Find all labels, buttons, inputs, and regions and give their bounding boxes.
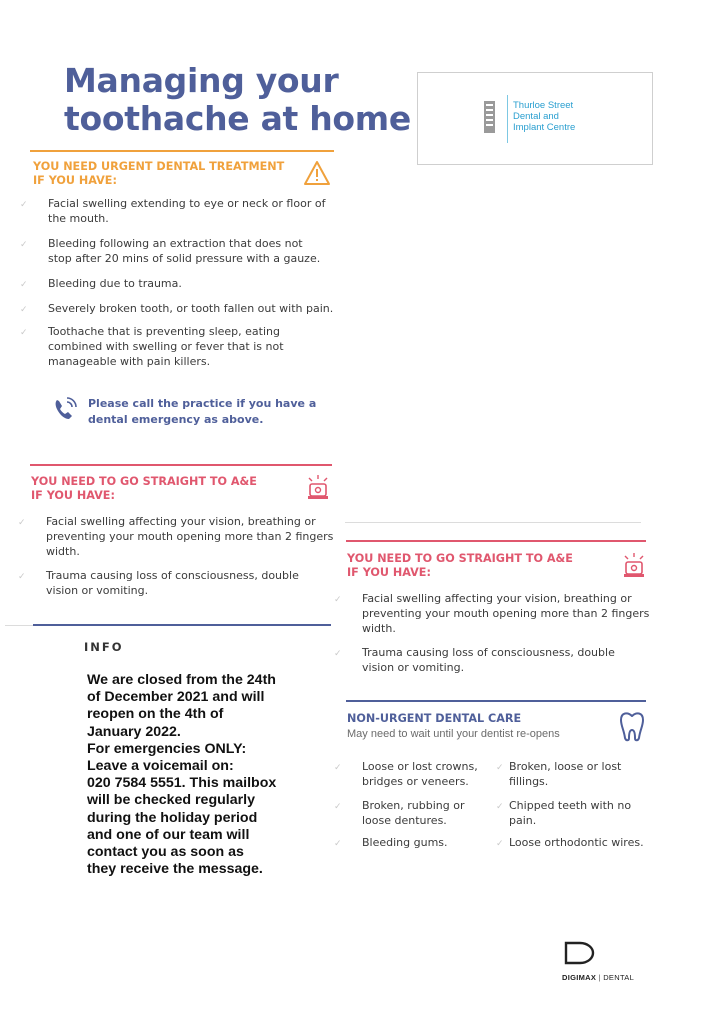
urgent-heading-line-2: IF YOU HAVE: xyxy=(33,174,117,187)
ae-right-item-1-line-3: width. xyxy=(362,622,396,635)
digimax-logo-icon xyxy=(562,940,596,966)
ae-left-item-1-line-2: preventing your mouth opening more than 2 fingers xyxy=(46,530,334,543)
call-line-1: Please call the practice if you have a xyxy=(88,397,317,410)
info-message xyxy=(87,672,297,878)
nu-left-1-line-2: bridges or veneers. xyxy=(362,775,469,788)
urgent-item-1 xyxy=(48,196,338,226)
ae-right-heading xyxy=(347,552,573,580)
info-line-4: January 2022. xyxy=(87,723,181,740)
nu-right-3-line-1: Loose orthodontic wires. xyxy=(509,836,644,849)
practice-logo xyxy=(417,72,653,165)
info-line-8: will be checked regularly xyxy=(87,792,255,809)
ae-left-item-2-line-1: Trauma causing loss of consciousness, double xyxy=(46,569,299,582)
non-urgent-rule xyxy=(346,700,646,702)
check-icon: ✓ xyxy=(20,199,28,209)
ae-right-item-1 xyxy=(362,591,657,636)
urgent-item-2 xyxy=(48,236,338,266)
ae-left-bottom-rule xyxy=(33,624,331,626)
urgent-item-5 xyxy=(48,324,338,369)
building-icon xyxy=(484,101,495,133)
phone-icon xyxy=(52,396,78,422)
info-line-2: of December 2021 and will xyxy=(87,689,265,706)
ae-left-heading-line-2: IF YOU HAVE: xyxy=(31,489,115,502)
ae-right-item-1-line-2: preventing your mouth opening more than 2 fingers xyxy=(362,607,650,620)
title-line-1: Managing your xyxy=(64,61,339,100)
non-urgent-right-item-1 xyxy=(509,759,654,789)
check-icon: ✓ xyxy=(20,304,28,314)
logo-text xyxy=(513,100,575,133)
info-line-9: during the holiday period xyxy=(87,809,258,826)
siren-icon xyxy=(622,552,646,578)
page-title xyxy=(64,61,411,138)
ae-right-rule xyxy=(346,540,646,542)
urgent-item-2-line-1: Bleeding following an extraction that does not xyxy=(48,237,303,250)
ae-left-heading-line-1: YOU NEED TO GO STRAIGHT TO A&E xyxy=(31,475,257,488)
urgent-item-3 xyxy=(48,276,338,291)
check-icon: ✓ xyxy=(20,279,28,289)
check-icon: ✓ xyxy=(496,801,504,811)
info-line-6: Leave a voicemail on: xyxy=(87,758,234,775)
urgent-item-5-line-2: combined with swelling or fever that is not xyxy=(48,340,284,353)
check-icon: ✓ xyxy=(496,762,504,772)
ae-left-heading xyxy=(31,475,257,503)
siren-icon xyxy=(306,474,330,500)
nu-left-3-line-1: Bleeding gums. xyxy=(362,836,448,849)
title-line-2: toothache at home xyxy=(64,99,411,138)
non-urgent-left-item-3 xyxy=(362,835,497,850)
info-label: INFO xyxy=(84,640,124,654)
check-icon: ✓ xyxy=(18,517,26,527)
check-icon: ✓ xyxy=(20,327,28,337)
urgent-heading xyxy=(33,160,284,188)
call-practice-note xyxy=(88,396,316,428)
logo-line-1: Thurloe Street xyxy=(513,100,574,111)
info-line-3: reopen on the 4th of xyxy=(87,706,224,723)
logo-divider xyxy=(507,95,508,143)
ae-right-item-2-line-1: Trauma causing loss of consciousness, double xyxy=(362,646,615,659)
ae-right-heading-line-2: IF YOU HAVE: xyxy=(347,566,431,579)
check-icon: ✓ xyxy=(334,838,342,848)
urgent-item-4-line-1: Severely broken tooth, or tooth fallen out with pain. xyxy=(48,302,334,315)
urgent-item-2-line-2: stop after 20 mins of solid pressure with a gauze. xyxy=(48,252,321,265)
urgent-heading-line-1: YOU NEED URGENT DENTAL TREATMENT xyxy=(33,160,285,173)
nu-left-2-line-1: Broken, rubbing or xyxy=(362,799,465,812)
urgent-item-3-line-1: Bleeding due to trauma. xyxy=(48,277,182,290)
ae-right-heading-line-1: YOU NEED TO GO STRAIGHT TO A&E xyxy=(347,552,573,565)
check-icon: ✓ xyxy=(334,801,342,811)
ae-right-item-2 xyxy=(362,645,657,675)
urgent-item-1-line-1: Facial swelling extending to eye or neck or floor of xyxy=(48,197,326,210)
info-line-12: they receive the message. xyxy=(87,861,263,878)
nu-left-2-line-2: loose dentures. xyxy=(362,814,447,827)
urgent-rule xyxy=(30,150,334,152)
urgent-item-4 xyxy=(48,301,338,316)
urgent-item-5-line-1: Toothache that is preventing sleep, eating xyxy=(48,325,280,338)
nu-right-2-line-1: Chipped teeth with no xyxy=(509,799,632,812)
ae-right-item-2-line-2: vision or vomiting. xyxy=(362,661,465,674)
info-line-5: For emergencies ONLY: xyxy=(87,740,247,757)
non-urgent-right-item-2 xyxy=(509,798,654,828)
ae-left-item-1-line-3: width. xyxy=(46,545,80,558)
call-line-2: dental emergency as above. xyxy=(88,413,264,426)
ae-right-item-1-line-1: Facial swelling affecting your vision, breathing or xyxy=(362,592,632,605)
nu-right-1-line-1: Broken, loose or lost xyxy=(509,760,622,773)
non-urgent-left-item-1 xyxy=(362,759,497,789)
check-icon: ✓ xyxy=(20,239,28,249)
check-icon: ✓ xyxy=(334,648,342,658)
tooth-icon xyxy=(618,710,646,742)
check-icon: ✓ xyxy=(18,571,26,581)
ae-left-item-1 xyxy=(46,514,336,559)
check-icon: ✓ xyxy=(334,762,342,772)
info-line-10: and one of our team will xyxy=(87,826,250,843)
info-line-7: 020 7584 5551. This mailbox xyxy=(87,775,277,792)
nu-left-1-line-1: Loose or lost crowns, xyxy=(362,760,478,773)
paste-edge xyxy=(345,522,641,523)
non-urgent-heading: NON-URGENT DENTAL CARE xyxy=(347,712,522,725)
cut-line xyxy=(5,625,33,626)
footer-brand: DIGIMAX | DENTAL xyxy=(562,973,635,982)
non-urgent-left-item-2 xyxy=(362,798,497,828)
info-line-11: contact you as soon as xyxy=(87,844,244,861)
non-urgent-right-item-3 xyxy=(509,835,654,850)
ae-left-item-1-line-1: Facial swelling affecting your vision, breathing or xyxy=(46,515,316,528)
check-icon: ✓ xyxy=(496,838,504,848)
urgent-item-5-line-3: manageable with pain killers. xyxy=(48,355,211,368)
logo-line-3: Implant Centre xyxy=(513,122,576,133)
warning-icon xyxy=(303,160,331,186)
nu-right-1-line-2: fillings. xyxy=(509,775,549,788)
ae-left-rule xyxy=(30,464,332,466)
urgent-item-1-line-2: the mouth. xyxy=(48,212,109,225)
logo-line-2: Dental and xyxy=(513,111,559,122)
ae-left-item-2-line-2: vision or vomiting. xyxy=(46,584,149,597)
non-urgent-subheading: May need to wait until your dentist re-opens xyxy=(347,728,560,740)
footer-brand-name: DIGIMAX xyxy=(562,973,597,982)
check-icon: ✓ xyxy=(334,594,342,604)
ae-left-item-2 xyxy=(46,568,336,598)
info-line-1: We are closed from the 24th xyxy=(87,672,276,688)
nu-right-2-line-2: pain. xyxy=(509,814,537,827)
footer-brand-suffix: DENTAL xyxy=(603,973,635,982)
